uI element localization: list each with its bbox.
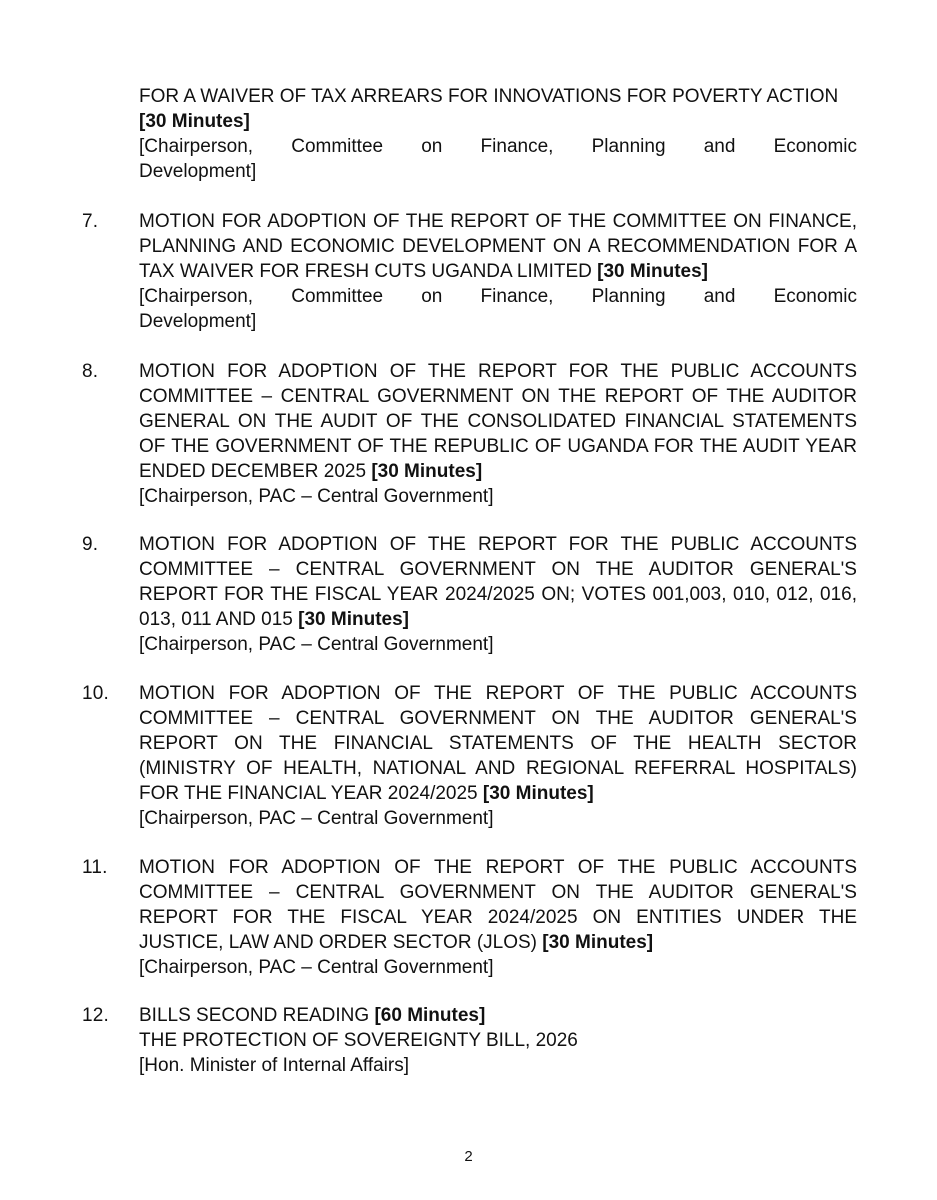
agenda-item-title: MOTION FOR ADOPTION OF THE REPORT OF THE COMMITTEE ON FINANCE, PLANNING AND ECONOMIC DEVELOPMENT ON A RECOMMENDATION FOR A TAX WAIVER FOR FRESH CUTS UGANDA LIMITED — [139, 211, 857, 282]
agenda-item-title: FOR A WAIVER OF TAX ARREARS FOR INNOVATIONS FOR POVERTY ACTION — [139, 86, 839, 107]
agenda-item-sponsor: [Hon. Minister of Internal Affairs] — [139, 1055, 409, 1076]
agenda-item-title: MOTION FOR ADOPTION OF THE REPORT FOR THE PUBLIC ACCOUNTS COMMITTEE – CENTRAL GOVERNMENT ON THE AUDITOR GENERAL'S REPORT FOR THE FISCAL YEAR 2024/2025 ON; VOTES 001,003, 010, 012, 016, 013, 011 AND 015 — [139, 534, 857, 630]
agenda-item-title: MOTION FOR ADOPTION OF THE REPORT FOR THE PUBLIC ACCOUNTS COMMITTEE – CENTRAL GOVERNMENT ON THE REPORT OF THE AUDITOR GENERAL ON THE AUDIT OF THE CONSOLIDATED FINANCIAL STATEMENTS OF THE GOVERNMENT OF THE REPUBLIC OF UGANDA FOR THE AUDIT YEAR ENDED DECEMBER 2025 — [139, 361, 857, 482]
agenda-item-body — [139, 532, 857, 657]
agenda-item-sponsor: [Chairperson, Committee on Finance, Planning and Economic — [139, 286, 857, 307]
agenda-item-sponsor-continued: Development] — [139, 161, 257, 182]
agenda-item-sponsor: [Chairperson, PAC – Central Government] — [139, 808, 494, 829]
page-number: 2 — [464, 1148, 473, 1165]
agenda-item-body — [139, 855, 857, 980]
agenda-item-duration: [30 Minutes] — [371, 461, 483, 482]
agenda-item-duration: [30 Minutes] — [139, 111, 250, 132]
agenda-item-body — [139, 359, 857, 509]
agenda-item-title: BILLS SECOND READING — [139, 1005, 370, 1026]
agenda-item-sponsor: [Chairperson, Committee on Finance, Planning and Economic — [139, 136, 857, 157]
agenda-item-title: MOTION FOR ADOPTION OF THE REPORT OF THE PUBLIC ACCOUNTS COMMITTEE – CENTRAL GOVERNMENT ON THE AUDITOR GENERAL'S REPORT ON THE FINANCIAL STATEMENTS OF THE HEALTH SECTOR (MINISTRY OF HEALTH, NATIONAL AND REGIONAL REFERRAL HOSPITALS) FOR THE FINANCIAL YEAR 2024/2025 — [139, 683, 857, 804]
agenda-item-duration: [30 Minutes] — [597, 261, 709, 282]
agenda-item-duration: [60 Minutes] — [374, 1005, 486, 1026]
agenda-item-duration: [30 Minutes] — [298, 609, 410, 630]
agenda-item-subtitle: THE PROTECTION OF SOVEREIGNTY BILL, 2026 — [139, 1030, 578, 1051]
agenda-item-body — [139, 681, 857, 831]
agenda-item-number: 9. — [82, 534, 99, 555]
agenda-item-title: MOTION FOR ADOPTION OF THE REPORT OF THE PUBLIC ACCOUNTS COMMITTEE – CENTRAL GOVERNMENT ON THE AUDITOR GENERAL'S REPORT FOR THE FISCAL YEAR 2024/2025 ON ENTITIES UNDER THE JUSTICE, LAW AND ORDER SECTOR (JLOS) — [139, 857, 857, 953]
agenda-item-sponsor: [Chairperson, PAC – Central Government] — [139, 957, 494, 978]
agenda-item-body — [139, 209, 857, 334]
agenda-item-body — [139, 84, 857, 184]
agenda-item-sponsor-continued: Development] — [139, 311, 257, 332]
agenda-item-number: 12. — [82, 1005, 110, 1026]
agenda-item-sponsor: [Chairperson, PAC – Central Government] — [139, 486, 494, 507]
agenda-item-duration: [30 Minutes] — [542, 932, 654, 953]
agenda-item-duration: [30 Minutes] — [482, 783, 594, 804]
agenda-item-body — [139, 1003, 857, 1078]
agenda-item-number: 11. — [82, 857, 108, 878]
agenda-item-sponsor: [Chairperson, PAC – Central Government] — [139, 634, 494, 655]
agenda-item-number: 7. — [82, 211, 99, 232]
agenda-item-number: 10. — [82, 683, 110, 704]
agenda-item-number: 8. — [82, 361, 99, 382]
